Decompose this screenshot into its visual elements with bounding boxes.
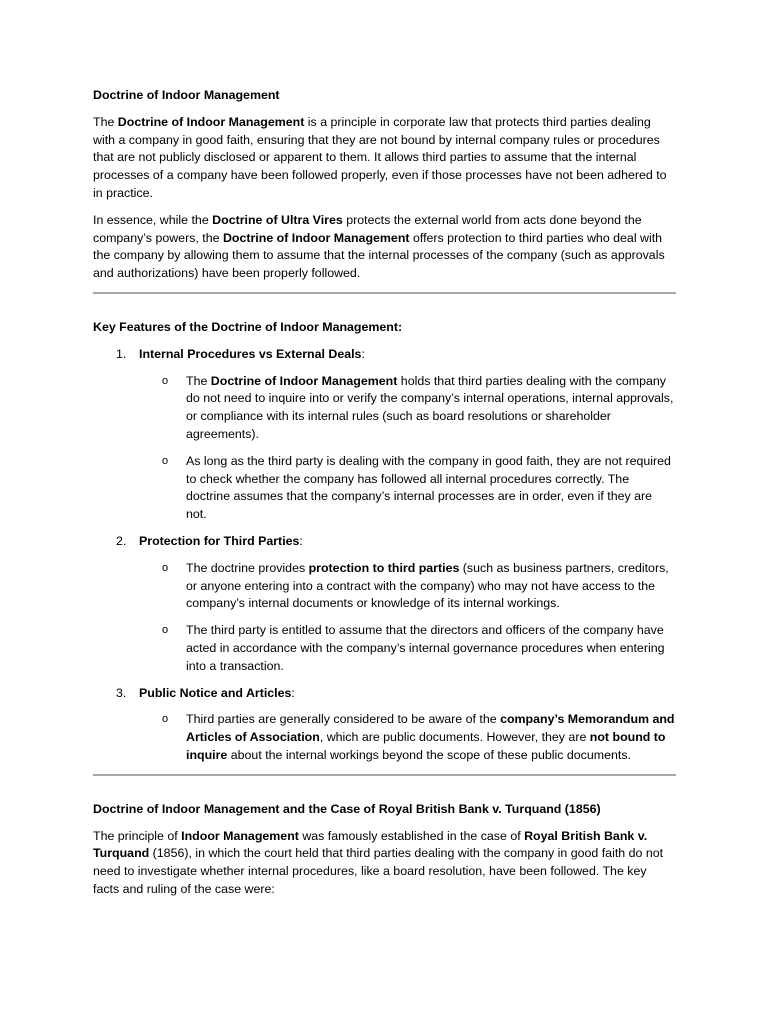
text-run: (such as business partners, creditors, or anyone entering into a contract with the company) who may not have access to the company’s internal documents or knowledge of its internal workings. — [186, 560, 669, 611]
sub-list — [139, 560, 676, 676]
horizontal-rule — [93, 292, 676, 294]
bold-term: Doctrine of Indoor Management — [210, 373, 398, 388]
features-heading: Key Features of the Doctrine of Indoor Management: — [93, 319, 403, 334]
text-run: As long as the third party is dealing with the company in good faith, they are not required to check whether the company has followed all internal procedures correctly. The doctrine assumes that the company’s internal processes are in order, even if they are not. — [186, 453, 671, 522]
feature-title: Internal Procedures vs External Deals — [139, 346, 362, 361]
text-run: The third party is entitled to assume that the directors and officers of the company have acted in accordance with the company’s internal governance procedures when entering into a transaction. — [186, 623, 665, 673]
text-run: The principle of — [93, 828, 182, 843]
text-run: about the internal workings beyond the scope of these public documents. — [227, 747, 631, 762]
text-run: is a principle in corporate law that protects third parties dealing with a company in good faith, ensuring that they are not bound by internal company rules or procedures that are not publicly disclosed or apparent to them. It allows third parties to assume that the internal processes of a company have been followed properly, even if those processes have not been adhered to in practice. — [93, 114, 667, 200]
bold-term: protection to third parties — [308, 560, 460, 575]
circle-bullet-icon: o — [162, 454, 169, 467]
text-run: , which are public documents. However, they are — [319, 730, 590, 745]
case-heading: Doctrine of Indoor Management and the Case of Royal British Bank v. Turquand (1856) — [93, 801, 601, 816]
sub-item — [139, 453, 676, 524]
text-run: holds that third parties dealing with the company do not need to inquire into or verify the company’s internal operations, internal approvals, or compliance with its internal rules (such as board resolutions or shareholder agreements). — [186, 373, 674, 441]
text-run: protects the external world from acts done beyond the company’s powers, the — [93, 212, 642, 245]
intro-paragraph-1 — [93, 114, 676, 203]
text-run: In essence, while the — [93, 212, 213, 227]
circle-bullet-icon: o — [162, 374, 169, 387]
list-number: 3. — [116, 685, 127, 700]
bold-term: Doctrine of Indoor Management — [117, 114, 305, 129]
circle-bullet-icon: o — [162, 561, 169, 574]
sub-item — [139, 711, 676, 764]
bold-term: Royal British Bank v. Turquand — [93, 828, 648, 861]
text-run: The doctrine provides — [186, 560, 309, 575]
feature-colon: : — [299, 533, 303, 548]
document-title: Doctrine of Indoor Management — [93, 88, 280, 102]
text-run: Third parties are generally considered to be aware of the — [186, 712, 501, 727]
sub-item — [139, 622, 676, 675]
bold-term: Doctrine of Ultra Vires — [212, 212, 343, 227]
text-run: offers protection to third parties who deal with the company by allowing them to assume that the internal processes of the company (such as approvals and authorizations) have been properly followed. — [93, 230, 665, 281]
text-run: The — [186, 373, 211, 388]
document-content — [93, 87, 676, 908]
text-run: (1856), in which the court held that third parties dealing with the company in good faith do not need to investigate whether internal procedures, like a board resolution, have been followed. The key facts and ruling of the case were: — [93, 846, 664, 896]
sub-item — [139, 560, 676, 613]
feature-item — [93, 685, 676, 765]
bold-term: company’s Memorandum and Articles of Association — [186, 712, 675, 745]
bold-term: not bound to inquire — [186, 730, 666, 762]
feature-colon: : — [291, 685, 295, 700]
bold-term: Indoor Management — [181, 828, 299, 843]
bold-term: Doctrine of Indoor Management — [222, 230, 410, 245]
feature-title: Public Notice and Articles — [139, 685, 292, 700]
intro-paragraph-2 — [93, 212, 676, 283]
circle-bullet-icon: o — [162, 713, 169, 726]
text-run: The — [93, 114, 118, 129]
sub-list — [139, 373, 676, 524]
feature-colon: : — [361, 346, 365, 361]
sub-item — [139, 373, 676, 444]
features-list — [93, 346, 676, 765]
case-paragraph — [93, 828, 676, 899]
horizontal-rule — [93, 774, 676, 776]
feature-item — [93, 346, 676, 524]
feature-title: Protection for Third Parties — [139, 533, 300, 548]
text-run: was famously established in the case of — [298, 828, 525, 843]
list-number: 2. — [116, 533, 127, 548]
sub-list — [139, 711, 676, 764]
list-number: 1. — [116, 346, 127, 361]
feature-item — [93, 533, 676, 676]
circle-bullet-icon: o — [162, 624, 169, 637]
